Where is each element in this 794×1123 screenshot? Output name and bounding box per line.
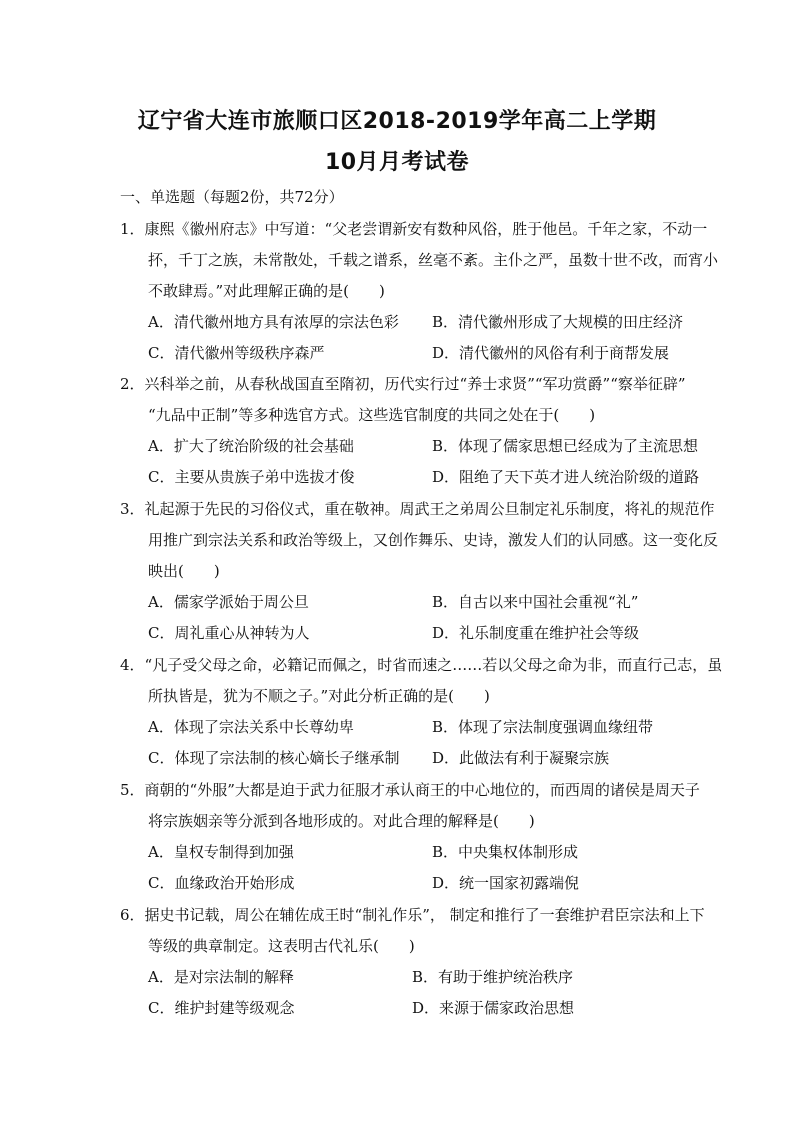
- question-2-line-1: 2．兴科举之前，从春秋战国直至隋初，历代实行过“养士求贤”“军功赏爵”“察举征辟”: [120, 375, 686, 393]
- question-2-option-a: A．扩大了统治阶级的社会基础: [148, 437, 354, 455]
- question-4-option-d: D．此做法有利于凝聚宗族: [432, 749, 610, 767]
- question-3-option-a: A．儒家学派始于周公旦: [148, 593, 309, 611]
- exam-title-line2: 10月月考试卷: [324, 150, 470, 175]
- question-6-option-d: D．来源于儒家政治思想: [412, 999, 575, 1017]
- question-4-line-2: 所执皆是，犹为不顺之子。”对此分析正确的是( ): [148, 687, 490, 705]
- question-6-option-a: A．是对宗法制的解释: [148, 968, 294, 986]
- question-3-option-b: B．自古以来中国社会重视“礼”: [432, 593, 639, 611]
- question-3-option-c: C．周礼重心从神转为人: [148, 624, 310, 642]
- question-5-option-c: C．血缘政治开始形成: [148, 874, 295, 892]
- question-4-option-c: C．体现了宗法制的核心嫡长子继承制: [148, 749, 400, 767]
- question-2-option-c: C．主要从贵族子弟中选拔才俊: [148, 468, 355, 486]
- question-3-line-2: 用推广到宗法关系和政治等级上，又创作舞乐、史诗，激发人们的认同感。这一变化反: [148, 531, 719, 549]
- exam-title-line1: 辽宁省大连市旅顺口区2018-2019学年高二上学期: [137, 109, 657, 134]
- question-2-option-b: B．体现了儒家思想已经成为了主流思想: [432, 437, 699, 455]
- question-3-line-3: 映出( ): [148, 562, 220, 580]
- question-6-option-b: B．有助于维护统治秩序: [412, 968, 574, 986]
- question-1-option-c: C．清代徽州等级秩序森严: [148, 344, 325, 362]
- question-1-line-3: 不敢肆焉。”对此理解正确的是( ): [148, 282, 385, 300]
- question-6-option-c: C．维护封建等级观念: [148, 999, 295, 1017]
- question-5-line-1: 5．商朝的“外服”大都是迫于武力征服才承认商王的中心地位的，而西周的诸侯是周天子: [120, 781, 700, 799]
- question-5-option-a: A．皇权专制得到加强: [148, 843, 294, 861]
- section-heading: 一、单选题（每题2份，共72分）: [120, 188, 344, 206]
- question-2-option-d: D．阻绝了天下英才进人统治阶级的道路: [432, 468, 700, 486]
- question-5-line-2: 将宗族姻亲等分派到各地形成的。对此合理的解释是( ): [148, 812, 535, 830]
- question-6-line-1: 6．据史书记载，周公在辅佐成王时“制礼作乐”， 制定和推行了一套维护君臣宗法和上下: [120, 906, 705, 924]
- question-3-option-d: D．礼乐制度重在维护社会等级: [432, 624, 640, 642]
- question-2-line-2: “九品中正制”等多种选官方式。这些选官制度的共同之处在于( ): [148, 406, 596, 424]
- question-1-option-b: B．清代徽州形成了大规模的田庄经济: [432, 313, 684, 331]
- question-1-line-2: 抔，千丁之族，未常散处，千载之谱系，丝毫不紊。主仆之严，虽数十世不改，而宵小: [148, 251, 719, 269]
- question-1-option-d: D．清代徽州的风俗有利于商帮发展: [432, 344, 670, 362]
- question-1-line-1: 1．康熙《徽州府志》中写道：“父老尝谓新安有数种风俗，胜于他邑。千年之家，不动一: [120, 220, 708, 238]
- question-1-option-a: A．清代徽州地方具有浓厚的宗法色彩: [148, 313, 399, 331]
- question-5-option-d: D．统一国家初露端倪: [432, 874, 580, 892]
- question-4-option-b: B．体现了宗法制度强调血缘纽带: [432, 718, 654, 736]
- question-4-option-a: A．体现了宗法关系中长尊幼卑: [148, 718, 354, 736]
- question-5-option-b: B．中央集权体制形成: [432, 843, 579, 861]
- question-3-line-1: 3．礼起源于先民的习俗仪式，重在敬神。周武王之弟周公旦制定礼乐制度，将礼的规范作: [120, 500, 715, 518]
- question-4-line-1: 4．“凡子受父母之命，必籍记而佩之，时省而速之……若以父母之命为非，而直行己志，虽: [120, 656, 723, 674]
- question-6-line-2: 等级的典章制定。这表明古代礼乐( ): [148, 937, 415, 955]
